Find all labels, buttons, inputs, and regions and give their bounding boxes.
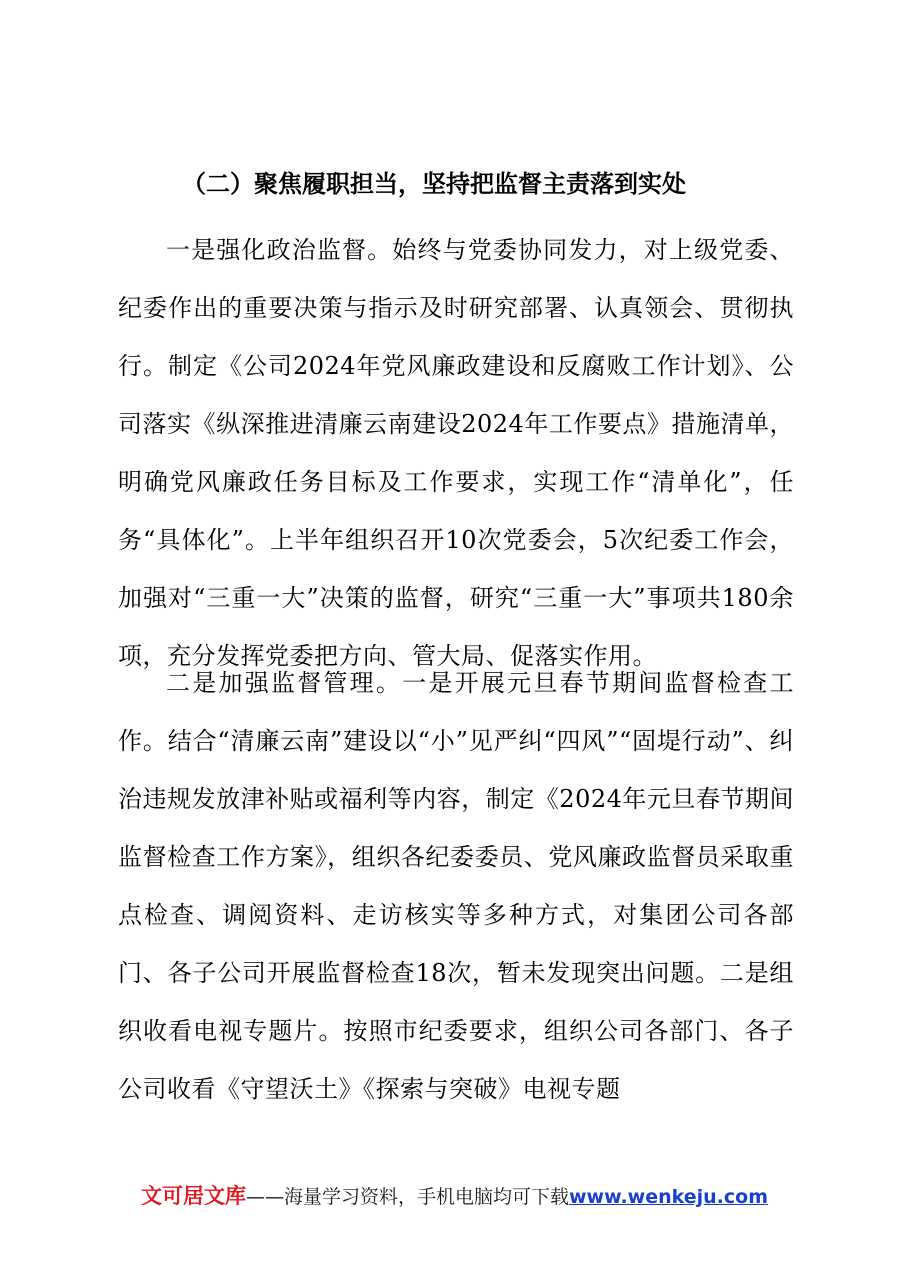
paragraph-political-supervision: 一是强化政治监督。始终与党委协同发力，对上级党委、纪委作出的重要决策与指示及时研究部署、认真领会、贯彻执行。制定《公司2024年党风廉政建设和反腐败工作计划》、公司落实《纵深推进清廉云南建设2024年工作要点》措施清单，明确党风廉政任务目标及工作要求，实现工作“清单化”，任务“具体化”。上半年组织召开10次党委会，5次纪委工作会，加强对“三重一大”决策的监督，研究“三重一大”事项共180余项，充分发挥党委把方向、管大局、促落实作用。	[118, 236, 794, 670]
footer-website-link[interactable]: www.wenkeju.com	[569, 1186, 769, 1208]
section-heading: （二）聚焦履职担当，坚持把监督主责落到实处	[182, 169, 686, 198]
footer-banner	[0, 1182, 909, 1211]
paragraph-supervision-management: 二是加强监督管理。一是开展元旦春节期间监督检查工作。结合“清廉云南”建设以“小”见严纠“四风”“固堤行动”、纠治违规发放津补贴或福利等内容，制定《2024年元旦春节期间监督检查工作方案》，组织各纪委委员、党风廉政监督员采取重点检查、调阅资料、走访核实等多种方式，对集团公司各部门、各子公司开展监督检查18次，暂未发现突出问题。二是组织收看电视专题片。按照市纪委要求，组织公司各部门、各子公司收看《守望沃土》《探索与突破》电视专题	[118, 669, 794, 1103]
footer-brand: 文可居文库	[140, 1184, 246, 1208]
footer-description: ——海量学习资料，手机电脑均可下载	[245, 1186, 569, 1208]
